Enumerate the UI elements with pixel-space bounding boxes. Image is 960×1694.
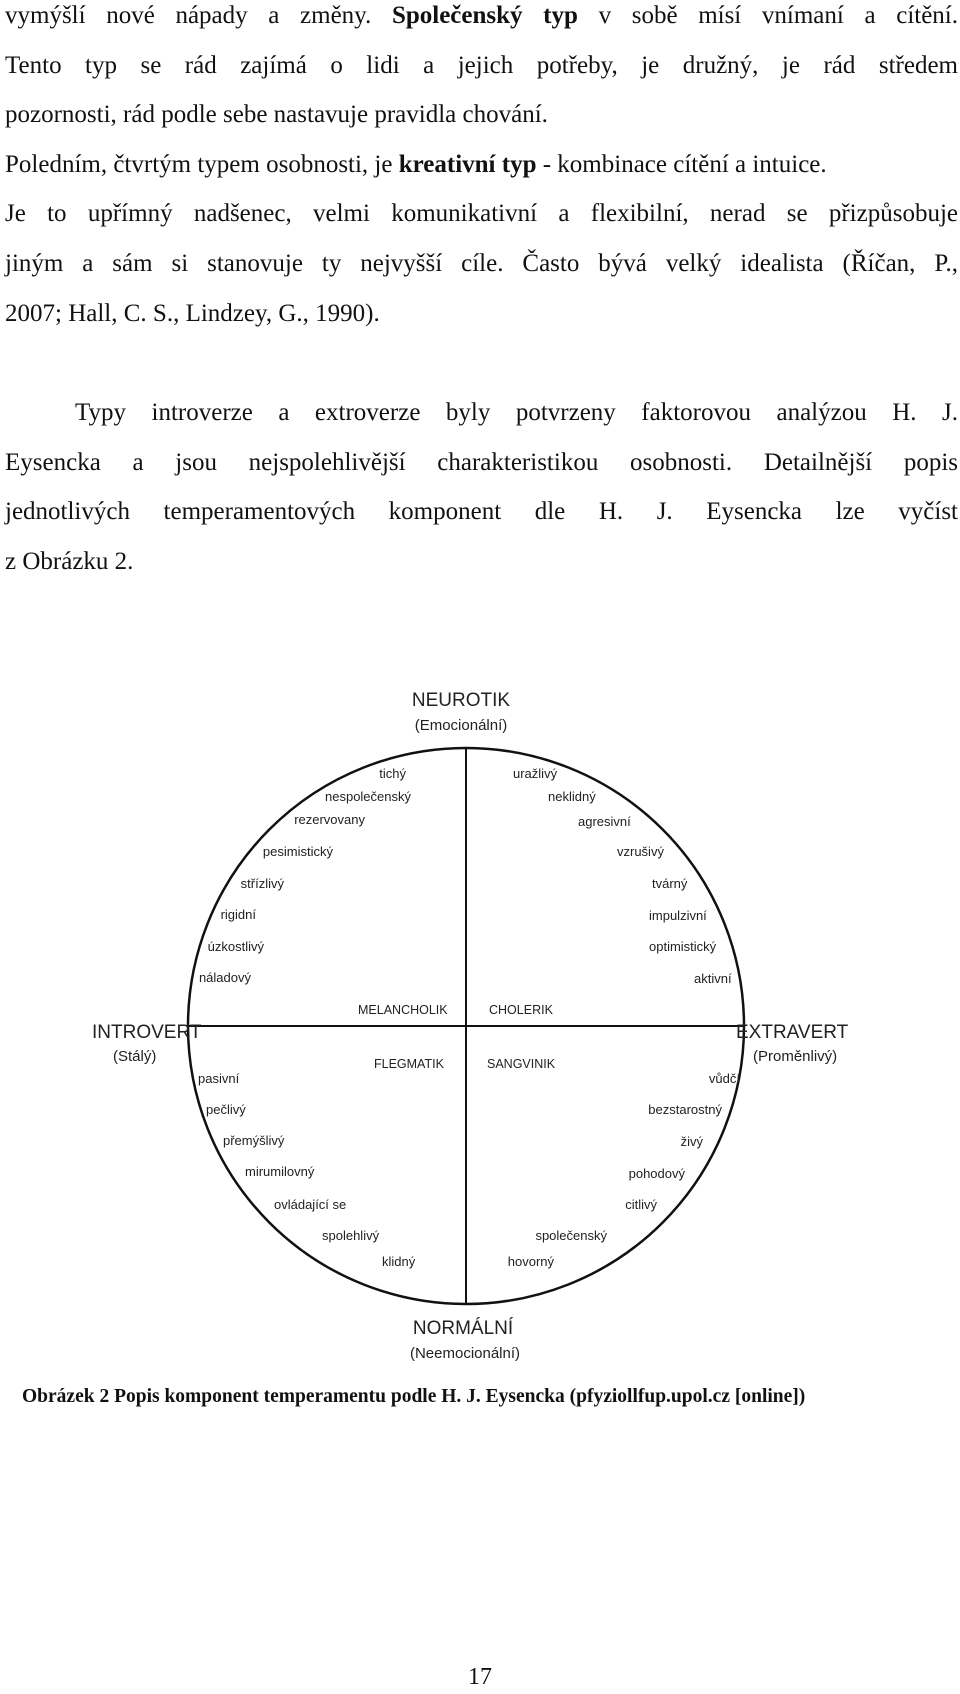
axis-title-extravert: EXTRAVERT [736, 1022, 849, 1043]
trait-label: aktivní [694, 971, 732, 986]
paragraph-eysenck [5, 388, 958, 586]
axis-title-normalni: NORMÁLNÍ [412, 1318, 514, 1339]
trait-label: hovorný [507, 1254, 554, 1269]
trait-label: pesimistický [262, 844, 333, 859]
page-number: 17 [468, 1664, 492, 1690]
axis-sub-neemocionalni: (Neemocionální) [409, 1345, 521, 1362]
trait-label: spolehlivý [322, 1228, 380, 1243]
axis-sub-staly: (Stálý) [113, 1048, 157, 1065]
bold-term-social-type: Společenský typ [391, 2, 578, 29]
text-line: Poledním, čtvrtým typem osobnosti, je kreativní typ - kombinace cítění a intuice. [5, 150, 827, 178]
trait-label: tvárný [652, 876, 688, 891]
trait-label: optimistický [649, 939, 717, 954]
trait-label: střízlivý [240, 876, 284, 891]
trait-label: živý [680, 1134, 703, 1149]
text-line: jednotlivých temperamentových komponent dle H. J. Eysencka lze vyčíst [5, 498, 958, 526]
trait-label: mirumilovný [245, 1164, 315, 1179]
trait-label: tichý [379, 766, 406, 781]
axis-title-neurotik: NEUROTIK [411, 690, 511, 711]
trait-label: pečlivý [206, 1102, 246, 1117]
trait-label: citlivý [625, 1197, 657, 1212]
bold-term-creative-type: kreativní typ [398, 150, 537, 178]
trait-label: vůdčí [708, 1071, 740, 1086]
trait-label: klidný [382, 1254, 416, 1269]
traits-flegmatik [198, 1071, 416, 1269]
text-line: Tento typ se rád zajímá o lidi a jejich potřeby, je družný, je rád středem [5, 51, 958, 79]
trait-label: pohodový [628, 1166, 685, 1181]
trait-label: nespolečenský [325, 789, 411, 804]
text-line: Typy introverze a extroverze byly potvrzeny faktorovou analýzou H. J. [75, 399, 958, 426]
trait-label: přemýšlivý [223, 1133, 285, 1148]
quadrant-flegmatik: FLEGMATIK [374, 1057, 444, 1071]
axis-title-introvert: INTROVERT [92, 1022, 202, 1043]
trait-label: vzrušivý [617, 844, 664, 859]
trait-label: ovládající se [274, 1197, 347, 1212]
trait-label: rezervovany [294, 812, 365, 827]
trait-label: uražlivý [513, 766, 558, 781]
text-line: pozornosti, rád podle sebe nastavuje pravidla chování. [5, 101, 548, 129]
text-line: z Obrázku 2. [5, 547, 134, 575]
text-line: Je to upřímný nadšenec, velmi komunikativní a flexibilní, nerad se přizpůsobuje [5, 200, 958, 228]
trait-label: agresivní [578, 814, 631, 829]
quadrant-cholerik: CHOLERIK [489, 1003, 553, 1017]
paragraph-personality-types [5, 0, 958, 338]
trait-label: společenský [535, 1228, 607, 1243]
diagram-svg [0, 680, 960, 1380]
axis-sub-emocionalni: (Emocionální) [414, 717, 508, 734]
quadrant-sangvinik: SANGVINIK [487, 1057, 556, 1071]
text-line: Eysencka a jsou nejspolehlivější charakteristikou osobnosti. Detailnější popis [5, 448, 958, 476]
trait-label: neklidný [548, 789, 596, 804]
quadrant-melancholik: MELANCHOLIK [358, 1003, 448, 1017]
trait-label: úzkostlivý [207, 939, 264, 954]
trait-label: bezstarostný [648, 1102, 722, 1117]
text-line: 2007; Hall, C. S., Lindzey, G., 1990). [5, 299, 380, 327]
eysenck-temperament-diagram [0, 680, 960, 1380]
trait-label: rigidní [220, 907, 256, 922]
text-line: jiným a sám si stanovuje ty nejvyšší cíle. Často bývá velký idealista (Říčan, P., [5, 249, 958, 277]
trait-label: impulzivní [649, 908, 707, 923]
axis-sub-promenlivy: (Proměnlivý) [753, 1048, 838, 1065]
trait-label: náladový [198, 970, 251, 985]
text-line: vymýšlí nové nápady a změny. Společenský typ v sobě mísí vnímaní a cítění. [5, 2, 959, 29]
figure-caption: Obrázek 2 Popis komponent temperamentu podle H. J. Eysencka (pfyziollfup.upol.cz [online]) [22, 1386, 806, 1407]
traits-sangvinik [508, 1071, 741, 1269]
trait-label: pasivní [198, 1071, 240, 1086]
